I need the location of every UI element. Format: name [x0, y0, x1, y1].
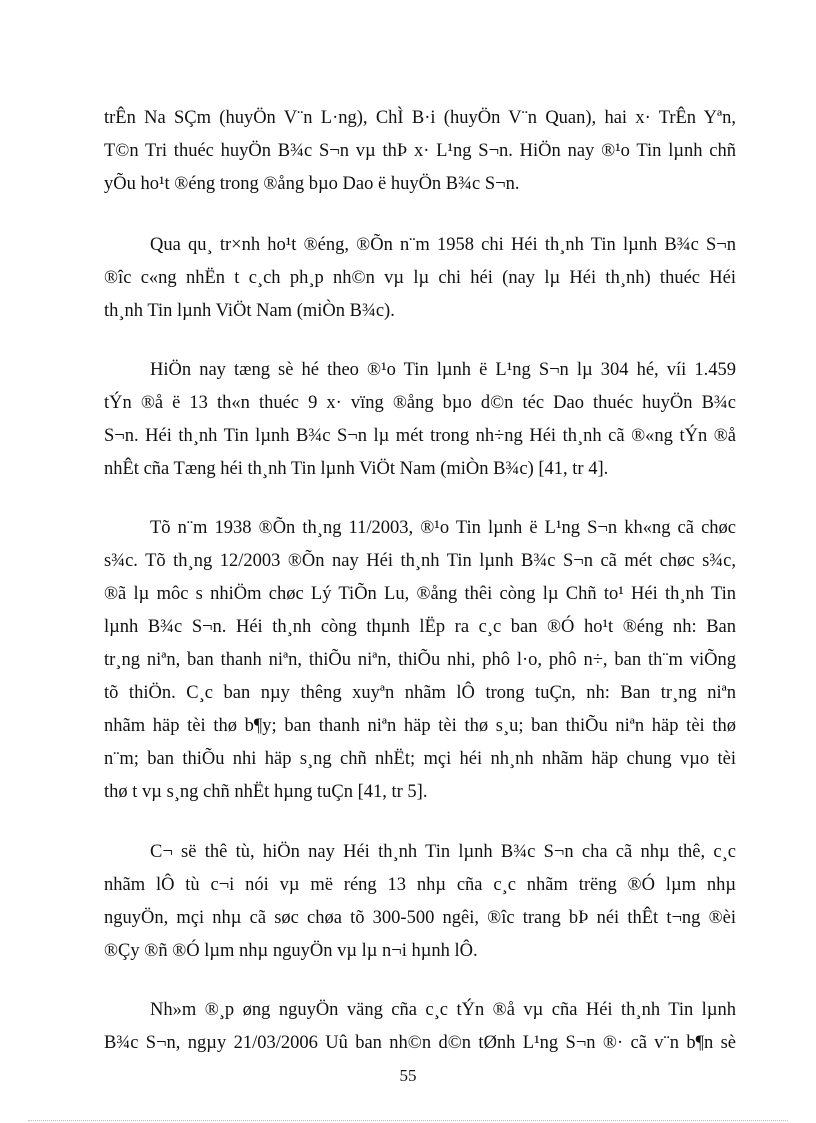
text-line: tr¸ng niªn, ban thanh niªn, thiÕu niªn, thiÕu nhi, phô l·o, phô n÷, ban th¨m viÕng: [104, 650, 736, 670]
text-line: trÊn Na SÇm (huyÖn V¨n L·ng), ChÌ B·i (huyÖn V¨n Quan), hai x· TrÊn Yªn,: [104, 108, 736, 128]
text-line: tÝn ®å ë 13 th«n thuéc 9 x· vïng ®ång bµo d©n téc Dao thuéc huyÖn B¾c: [104, 393, 736, 413]
text-line: HiÖn nay tæng sè hé theo ®¹o Tin lµnh ë L¹ng S¬n lµ 304 hé, víi 1.459: [150, 360, 736, 380]
text-line: th¸nh Tin lµnh ViÖt Nam (miÒn B¾c).: [104, 301, 395, 321]
text-line: B¾c S¬n, ngµy 21/03/2006 Uû ban nh©n d©n tØnh L¹ng S¬n ®· cã v¨n b¶n sè: [104, 1033, 736, 1053]
text-line: nhÊt cña Tæng héi th¸nh Tin lµnh ViÖt Nam (miÒn B¾c) [41, tr 4].: [104, 459, 609, 479]
text-line: S¬n. Héi th¸nh Tin lµnh B¾c S¬n lµ mét trong nh÷ng Héi th¸nh cã ®«ng tÝn ®å: [104, 426, 736, 446]
text-line: n¨m; ban thiÕu nhi häp s¸ng chñ nhËt; mçi héi nh¸nh nhãm häp chung vµo tèi: [104, 749, 736, 769]
text-line: yÕu ho¹t ®éng trong ®ång bµo Dao ë huyÖn B¾c S¬n.: [104, 174, 520, 194]
text-line: s¾c. Tõ th¸ng 12/2003 ®Õn nay Héi th¸nh Tin lµnh B¾c S¬n cã mét chøc s¾c,: [104, 551, 736, 571]
text-line: C¬ së thê tù, hiÖn nay Héi th¸nh Tin lµnh B¾c S¬n cha cã nhµ thê, c¸c: [150, 842, 736, 862]
text-line: ®ã lµ môc s nhiÖm chøc Lý TiÕn Lu, ®ång thêi còng lµ Chñ to¹ Héi th¸nh Tin: [104, 584, 736, 604]
text-line: thø t vµ s¸ng chñ nhËt hµng tuÇn [41, tr 5].: [104, 782, 428, 802]
footer-divider: [28, 1120, 788, 1121]
text-line: T©n Tri thuéc huyÖn B¾c S¬n vµ thÞ x· L¹ng S¬n. HiÖn nay ®¹o Tin lµnh chñ: [104, 141, 736, 161]
text-line: lµnh B¾c S¬n. Héi th¸nh còng thµnh lËp ra c¸c ban ®Ó ho¹t ®éng nh: Ban: [104, 617, 736, 637]
text-line: tõ thiÖn. C¸c ban nµy thêng xuyªn nhãm lÔ trong tuÇn, nh: Ban tr¸ng niªn: [104, 683, 736, 703]
text-line: nhãm lÔ tù c¬i nói vµ më réng 13 nhµ cña c¸c nhãm trëng ®Ó lµm nhµ: [104, 875, 736, 895]
text-line: ®îc c«ng nhËn t c¸ch ph¸p nh©n vµ lµ chi héi (nay lµ Héi th¸nh) thuéc Héi: [104, 268, 736, 288]
text-line: nhãm häp tèi thø b¶y; ban thanh niªn häp tèi thø s¸u; ban thiÕu niªn häp tèi thø: [104, 716, 736, 736]
text-line: Tõ n¨m 1938 ®Õn th¸ng 11/2003, ®¹o Tin lµnh ë L¹ng S¬n kh«ng cã chøc: [150, 518, 736, 538]
page-number: 55: [399, 1066, 417, 1085]
text-line: ®Çy ®ñ ®Ó lµm nhµ nguyÖn vµ lµ n¬i hµnh lÔ.: [104, 941, 478, 961]
text-line: Qua qu¸ tr×nh ho¹t ®éng, ®Õn n¨m 1958 chi Héi th¸nh Tin lµnh B¾c S¬n: [150, 235, 736, 255]
text-line: Nh»m ®¸p øng nguyÖn väng cña c¸c tÝn ®å vµ cña Héi th¸nh Tin lµnh: [150, 1000, 736, 1020]
text-line: nguyÖn, mçi nhµ cã søc chøa tõ 300-500 ngêi, ®îc trang bÞ néi thÊt t¬ng ®èi: [104, 908, 736, 928]
